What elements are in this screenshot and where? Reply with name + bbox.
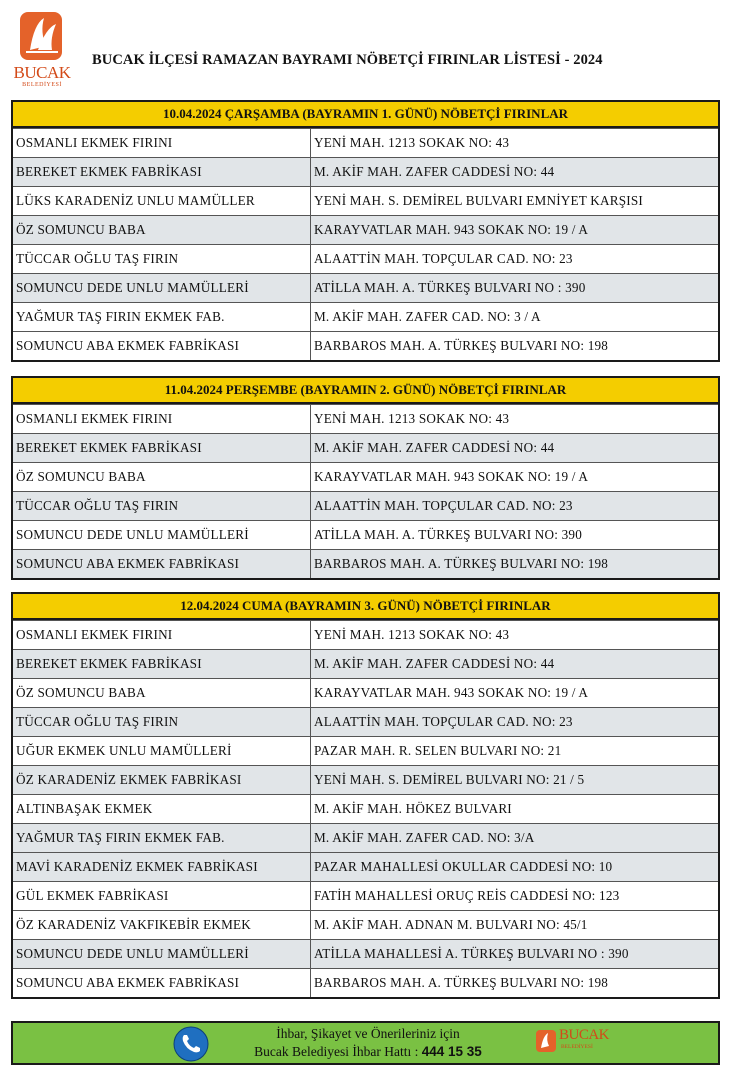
day-header: 12.04.2024 CUMA (BAYRAMIN 3. GÜNÜ) NÖBETÇİ FIRINLAR [11, 592, 720, 620]
table-row [12, 824, 719, 853]
bakery-address: ALAATTİN MAH. TOPÇULAR CAD. NO: 23 [311, 708, 720, 737]
hotline-number[interactable]: 444 15 35 [421, 1044, 482, 1059]
table-row [12, 187, 719, 216]
table-row [12, 521, 719, 550]
footer-logo-emblem-icon [535, 1029, 557, 1053]
bakery-name: TÜCCAR OĞLU TAŞ FIRIN [12, 245, 311, 274]
table-row [12, 245, 719, 274]
table-row [12, 882, 719, 911]
bakery-name: YAĞMUR TAŞ FIRIN EKMEK FAB. [12, 824, 311, 853]
bakery-address: KARAYVATLAR MAH. 943 SOKAK NO: 19 / A [311, 216, 720, 245]
table-row [12, 940, 719, 969]
footer-logo-text: BUCAK [559, 1027, 610, 1043]
table-row [12, 650, 719, 679]
bakery-address: M. AKİF MAH. ZAFER CAD. NO: 3/A [311, 824, 720, 853]
logo-emblem-icon [12, 10, 72, 66]
bakery-name: MAVİ KARADENİZ EKMEK FABRİKASI [12, 853, 311, 882]
bakery-name: OSMANLI EKMEK FIRINI [12, 621, 311, 650]
footer-bucak-logo [535, 1027, 625, 1057]
bakery-table [11, 404, 720, 580]
bakery-name: OSMANLI EKMEK FIRINI [12, 129, 311, 158]
bakery-address: M. AKİF MAH. ZAFER CADDESİ NO: 44 [311, 434, 720, 463]
bakery-address: YENİ MAH. 1213 SOKAK NO: 43 [311, 129, 720, 158]
bakery-address: M. AKİF MAH. HÖKEZ BULVARI [311, 795, 720, 824]
bakery-address: ATİLLA MAH. A. TÜRKEŞ BULVARI NO: 390 [311, 521, 720, 550]
footer-hotline [233, 1044, 503, 1060]
bakery-address: ATİLLA MAHALLESİ A. TÜRKEŞ BULVARI NO : 390 [311, 940, 720, 969]
bakery-address: PAZAR MAH. R. SELEN BULVARI NO: 21 [311, 737, 720, 766]
hotline-label: Bucak Belediyesi İhbar Hattı : [254, 1044, 422, 1059]
bakery-name: BEREKET EKMEK FABRİKASI [12, 650, 311, 679]
bakery-name: SOMUNCU DEDE UNLU MAMÜLLERİ [12, 274, 311, 303]
day-header: 11.04.2024 PERŞEMBE (BAYRAMIN 2. GÜNÜ) NÖBETÇİ FIRINLAR [11, 376, 720, 404]
day-section-1 [11, 100, 720, 362]
table-row [12, 303, 719, 332]
bakery-name: BEREKET EKMEK FABRİKASI [12, 434, 311, 463]
table-row [12, 216, 719, 245]
bakery-name: ÖZ SOMUNCU BABA [12, 679, 311, 708]
bakery-address: ATİLLA MAH. A. TÜRKEŞ BULVARI NO : 390 [311, 274, 720, 303]
table-row [12, 853, 719, 882]
bakery-name: BEREKET EKMEK FABRİKASI [12, 158, 311, 187]
bakery-name: UĞUR EKMEK UNLU MAMÜLLERİ [12, 737, 311, 766]
bakery-name: ÖZ SOMUNCU BABA [12, 216, 311, 245]
table-row [12, 550, 719, 580]
bakery-name: SOMUNCU DEDE UNLU MAMÜLLERİ [12, 940, 311, 969]
hotline-footer [11, 1021, 720, 1065]
bakery-address: KARAYVATLAR MAH. 943 SOKAK NO: 19 / A [311, 679, 720, 708]
table-row [12, 969, 719, 999]
bakery-name: ÖZ SOMUNCU BABA [12, 463, 311, 492]
table-row [12, 129, 719, 158]
bakery-name: LÜKS KARADENİZ UNLU MAMÜLLER [12, 187, 311, 216]
page-title: BUCAK İLÇESİ RAMAZAN BAYRAMI NÖBETÇİ FIRINLAR LİSTESİ - 2024 [92, 52, 603, 68]
day-header: 10.04.2024 ÇARŞAMBA (BAYRAMIN 1. GÜNÜ) NÖBETÇİ FIRINLAR [11, 100, 720, 128]
table-row [12, 708, 719, 737]
bakery-address: M. AKİF MAH. ZAFER CADDESİ NO: 44 [311, 650, 720, 679]
footer-logo-subtext: BELEDİYESİ [561, 1044, 593, 1050]
bakery-table [11, 128, 720, 362]
bakery-address: YENİ MAH. 1213 SOKAK NO: 43 [311, 405, 720, 434]
table-row [12, 492, 719, 521]
bakery-address: BARBAROS MAH. A. TÜRKEŞ BULVARI NO: 198 [311, 969, 720, 999]
bakery-name: TÜCCAR OĞLU TAŞ FIRIN [12, 708, 311, 737]
day-section-2 [11, 376, 720, 580]
bakery-name: SOMUNCU ABA EKMEK FABRİKASI [12, 969, 311, 999]
bakery-table [11, 620, 720, 999]
page-header [0, 0, 746, 100]
phone-icon [173, 1026, 209, 1062]
table-row [12, 795, 719, 824]
bakery-address: M. AKİF MAH. ZAFER CAD. NO: 3 / A [311, 303, 720, 332]
bakery-address: YENİ MAH. S. DEMİREL BULVARI EMNİYET KARŞISI [311, 187, 720, 216]
bakery-name: ÖZ KARADENİZ EKMEK FABRİKASI [12, 766, 311, 795]
bakery-address: KARAYVATLAR MAH. 943 SOKAK NO: 19 / A [311, 463, 720, 492]
table-row [12, 911, 719, 940]
bakery-address: ALAATTİN MAH. TOPÇULAR CAD. NO: 23 [311, 245, 720, 274]
table-row [12, 405, 719, 434]
bakery-address: BARBAROS MAH. A. TÜRKEŞ BULVARI NO: 198 [311, 550, 720, 580]
logo-subtext: BELEDİYESİ [22, 82, 62, 88]
bakery-name: SOMUNCU DEDE UNLU MAMÜLLERİ [12, 521, 311, 550]
bakery-address: PAZAR MAHALLESİ OKULLAR CADDESİ NO: 10 [311, 853, 720, 882]
table-row [12, 737, 719, 766]
table-row [12, 434, 719, 463]
table-row [12, 621, 719, 650]
bakery-name: GÜL EKMEK FABRİKASI [12, 882, 311, 911]
bakery-address: ALAATTİN MAH. TOPÇULAR CAD. NO: 23 [311, 492, 720, 521]
bakery-name: SOMUNCU ABA EKMEK FABRİKASI [12, 332, 311, 362]
bakery-name: TÜCCAR OĞLU TAŞ FIRIN [12, 492, 311, 521]
logo-text: BUCAK [13, 63, 71, 82]
bucak-logo [12, 10, 72, 90]
bakery-address: M. AKİF MAH. ZAFER CADDESİ NO: 44 [311, 158, 720, 187]
table-row [12, 332, 719, 362]
bakery-name: SOMUNCU ABA EKMEK FABRİKASI [12, 550, 311, 580]
bakery-address: BARBAROS MAH. A. TÜRKEŞ BULVARI NO: 198 [311, 332, 720, 362]
table-row [12, 766, 719, 795]
table-row [12, 463, 719, 492]
table-row [12, 679, 719, 708]
bakery-address: M. AKİF MAH. ADNAN M. BULVARI NO: 45/1 [311, 911, 720, 940]
footer-message: İhbar, Şikayet ve Önerileriniz için [276, 1026, 460, 1041]
bakery-address: YENİ MAH. S. DEMİREL BULVARI NO: 21 / 5 [311, 766, 720, 795]
bakery-name: YAĞMUR TAŞ FIRIN EKMEK FAB. [12, 303, 311, 332]
bakery-address: FATİH MAHALLESİ ORUÇ REİS CADDESİ NO: 123 [311, 882, 720, 911]
bakery-name: OSMANLI EKMEK FIRINI [12, 405, 311, 434]
bakery-address: YENİ MAH. 1213 SOKAK NO: 43 [311, 621, 720, 650]
day-section-3 [11, 592, 720, 999]
table-row [12, 274, 719, 303]
bakery-name: ÖZ KARADENİZ VAKFIKEBİR EKMEK [12, 911, 311, 940]
bakery-name: ALTINBAŞAK EKMEK [12, 795, 311, 824]
table-row [12, 158, 719, 187]
